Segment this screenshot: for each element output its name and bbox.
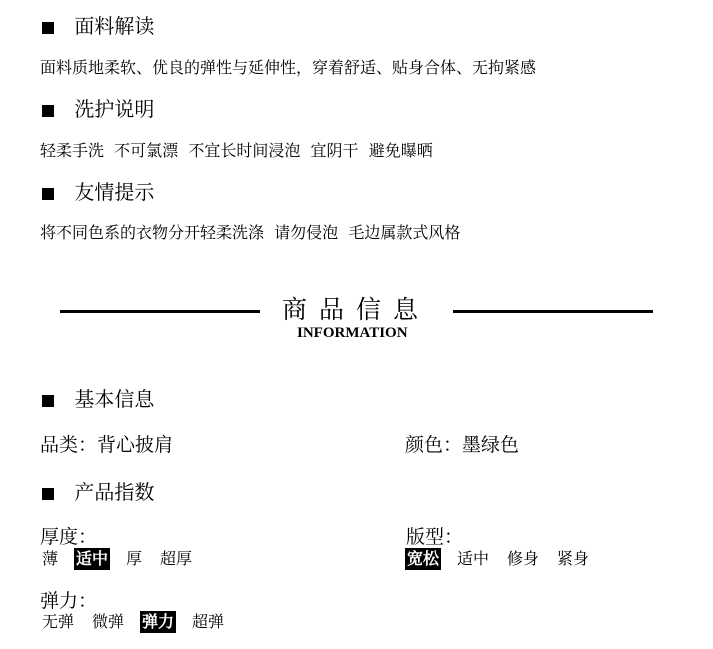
fit-option: 适中 xyxy=(457,549,490,568)
care-instructions: 轻柔手洗 不可氯漂 不宜长时间浸泡 宜阴干 避免曝晒 xyxy=(40,141,433,160)
tips-text: 将不同色系的衣物分开轻柔洗涤 请勿侵泡 毛边属款式风格 xyxy=(40,223,461,242)
elasticity-option: 微弹 xyxy=(92,612,125,631)
fit-option: 宽松 xyxy=(407,549,440,568)
category-field: 品类：背心披肩 xyxy=(40,434,174,456)
elasticity-option: 超弹 xyxy=(192,612,225,631)
section-title-care: 洗护说明 xyxy=(74,97,155,121)
section-header-basic xyxy=(42,387,154,411)
fit-options xyxy=(405,548,605,570)
banner-rule-right xyxy=(453,310,653,313)
banner-rule-left xyxy=(60,310,260,313)
thickness-option: 适中 xyxy=(76,549,109,568)
thickness-options xyxy=(40,548,208,570)
section-header-index xyxy=(42,480,154,504)
section-title-fabric: 面料解读 xyxy=(74,14,155,38)
section-title-tips: 友情提示 xyxy=(74,180,155,204)
fabric-description: 面料质地柔软、优良的弹性与延伸性，穿着舒适、贴身合体、无拘紧感 xyxy=(40,58,537,77)
section-header-fabric xyxy=(42,14,154,38)
fit-label: 版型： xyxy=(406,526,464,548)
color-field: 颜色：墨绿色 xyxy=(405,434,520,456)
thickness-option: 超厚 xyxy=(160,549,193,568)
section-header-tips xyxy=(42,180,154,204)
square-bullet-icon xyxy=(42,395,54,407)
section-header-care xyxy=(42,97,154,121)
section-title-basic: 基本信息 xyxy=(74,387,155,411)
thickness-label: 厚度： xyxy=(40,526,98,548)
elasticity-option: 无弹 xyxy=(42,612,75,631)
banner-subtitle: INFORMATION xyxy=(297,325,408,341)
section-title-index: 产品指数 xyxy=(74,480,155,504)
fit-option: 修身 xyxy=(507,549,540,568)
square-bullet-icon xyxy=(42,105,54,117)
banner-title: 商品信息 xyxy=(282,295,431,324)
square-bullet-icon xyxy=(42,22,54,34)
elasticity-label: 弹力： xyxy=(40,590,98,612)
square-bullet-icon xyxy=(42,488,54,500)
square-bullet-icon xyxy=(42,188,54,200)
elasticity-option: 弹力 xyxy=(142,612,175,631)
elasticity-options xyxy=(40,611,240,633)
fit-option: 紧身 xyxy=(557,549,590,568)
thickness-option: 薄 xyxy=(42,549,59,568)
thickness-option: 厚 xyxy=(126,549,143,568)
